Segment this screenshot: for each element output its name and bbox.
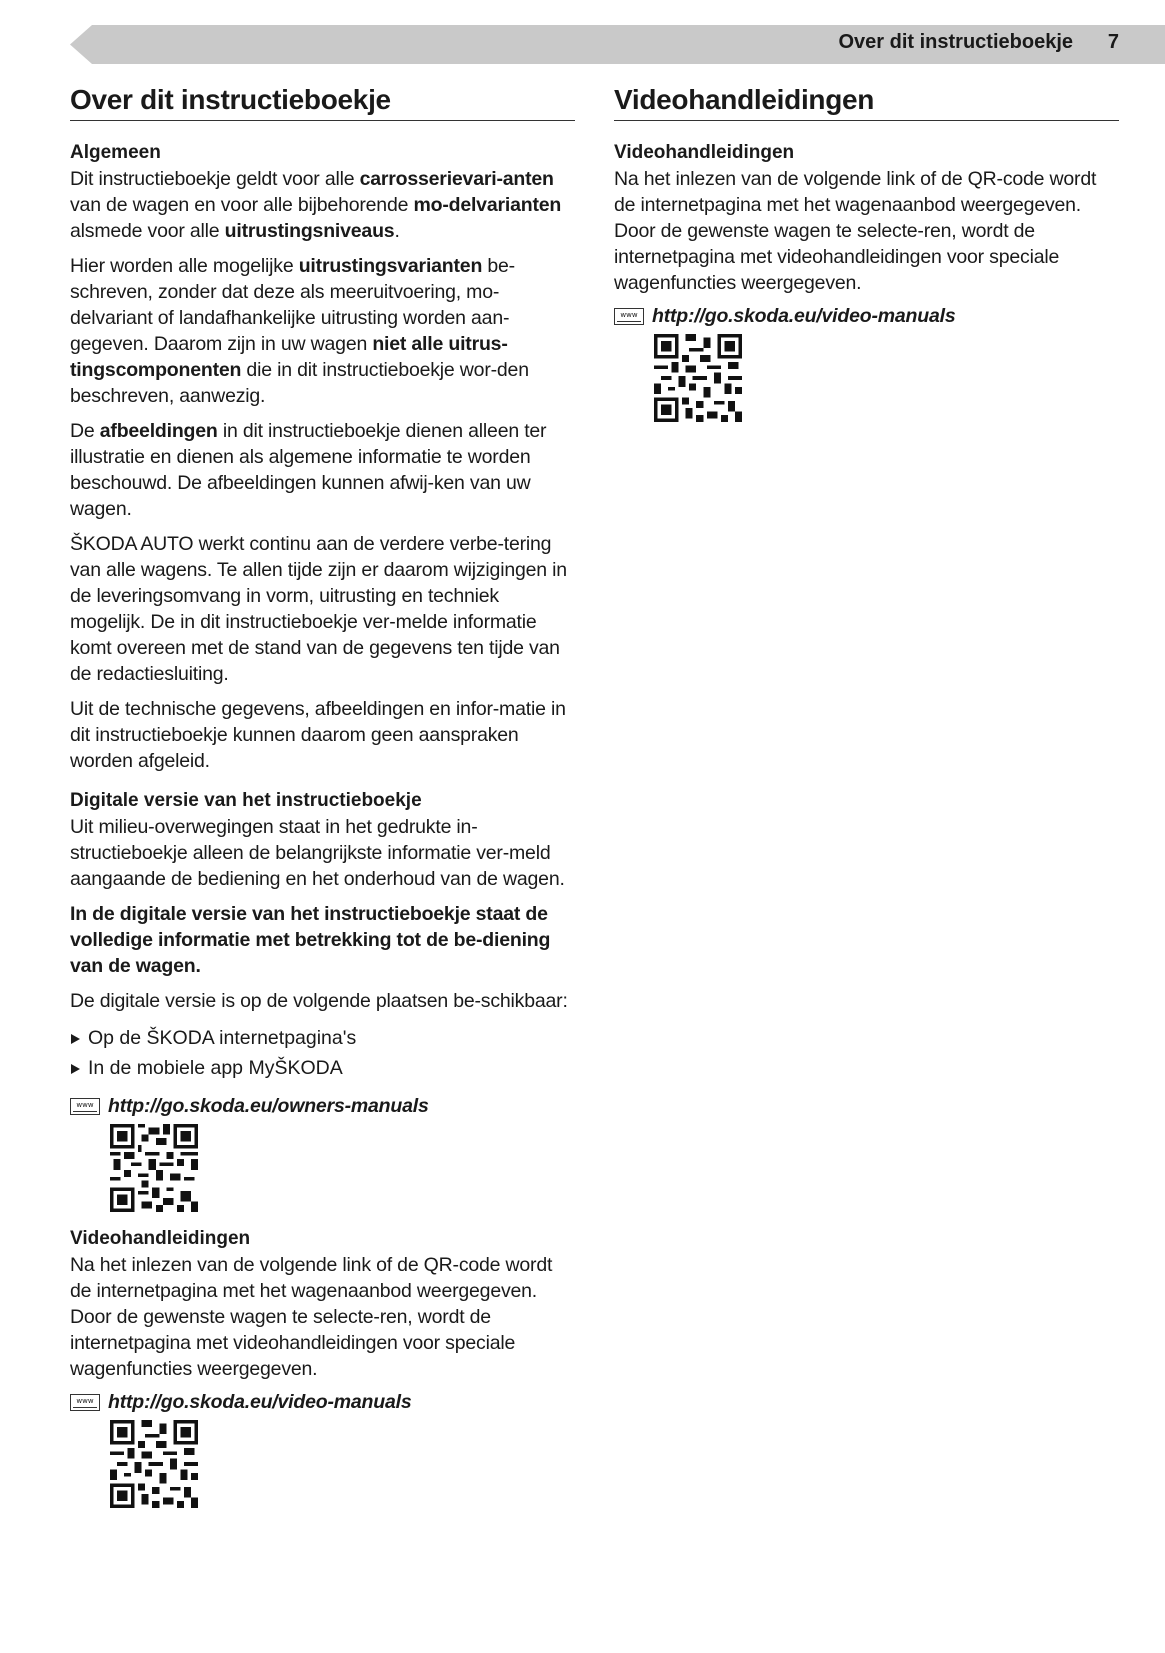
paragraph: Uit de technische gegevens, afbeeldingen en infor-matie in dit instructieboekje kunnen daarom geen aanspraken worden afgeleid. [70, 698, 566, 772]
bullet-triangle-icon [71, 1034, 80, 1044]
paragraph-bold: In de digitale versie van het instructieboekje staat de volledige informatie met betrekking tot de be-diening van de wagen. [70, 903, 551, 977]
qr-code-icon [654, 334, 742, 422]
subheading-digital: Digitale versie van het instructieboekje [70, 790, 422, 811]
section-heading: Over dit instructieboekje [70, 84, 575, 121]
video-manual-link-row[interactable] [614, 305, 1119, 328]
video-manual-link[interactable]: http://go.skoda.eu/video-manuals [652, 305, 956, 327]
page-number: 7 [1107, 31, 1119, 53]
paragraph: Uit milieu-overwegingen staat in het gedrukte in-structieboekje alleen de belangrijkste informatie ver-meld aangaande de bediening en het onderhoud van de wagen. [70, 816, 565, 890]
paragraph: Dit instructieboekje geldt voor alle carrosserievari-anten van de wagen en voor alle bijbehorende mo-delvarianten alsmede voor alle uitrustingsniveaus. [70, 168, 562, 242]
owners-manual-link-row[interactable] [70, 1095, 575, 1118]
paragraph: ŠKODA AUTO werkt continu aan de verdere verbe-tering van alle wagens. Te allen tijde zijn er daarom wijzigingen in de leveringsomvang in vorm, uitrusting en techniek mogelijk. De in dit instructieboekje ver-melde informatie komt overeen met de stand van de gegevens ten tijde van de redactiesluiting. [70, 533, 567, 685]
left-column [70, 84, 575, 1522]
running-header-title: Over dit instructieboekje [838, 31, 1073, 53]
www-icon: www [70, 1098, 100, 1115]
www-icon: www [614, 308, 644, 325]
list-item: Op de ŠKODA internetpagina's [70, 1023, 575, 1053]
www-icon: www [70, 1394, 100, 1411]
video-manual-link-row[interactable] [70, 1391, 575, 1414]
qr-code-icon [110, 1124, 198, 1212]
video-manual-link[interactable]: http://go.skoda.eu/video-manuals [108, 1391, 412, 1413]
paragraph: De afbeeldingen in dit instructieboekje dienen alleen ter illustratie en dienen als algemene informatie te worden beschouwd. De afbeeldingen kunnen afwij-ken van uw wagen. [70, 420, 547, 520]
subheading-algemeen: Algemeen [70, 142, 161, 163]
qr-code-icon [110, 1420, 198, 1508]
subheading-video: Videohandleidingen [614, 142, 795, 163]
paragraph: De digitale versie is op de volgende plaatsen be-schikbaar: [70, 990, 568, 1012]
video-section-left [70, 1226, 575, 1508]
paragraph: Na het inlezen van de volgende link of de QR-code wordt de internetpagina met het wagenaanbod weergegeven. Door de gewenste wagen te selecte-ren, wordt de internetpagina met videohandleidingen voor speciale wagenfuncties weergegeven. [614, 168, 1097, 294]
list-item: In de mobiele app MyŠKODA [70, 1053, 575, 1083]
paragraph: Na het inlezen van de volgende link of de QR-code wordt de internetpagina met het wagenaanbod weergegeven. Door de gewenste wagen te selecte-ren, wordt de internetpagina met videohandleidingen voor speciale wagenfuncties weergegeven. [70, 1254, 553, 1380]
availability-list [70, 1023, 575, 1083]
right-column [614, 84, 1119, 436]
section-heading: Videohandleidingen [614, 84, 1119, 121]
paragraph: Hier worden alle mogelijke uitrustingsvarianten be-schreven, zonder dat deze als meeruitvoering, mo-delvariant of landafhankelijke uitrusting worden aan-gegeven. Daarom zijn in uw wagen niet alle uitrus-tingscomponenten die in dit instructieboekje wor-den beschreven, aanwezig. [70, 255, 529, 407]
bullet-triangle-icon [71, 1064, 80, 1074]
owners-manual-link[interactable]: http://go.skoda.eu/owners-manuals [108, 1095, 429, 1117]
subheading-video: Videohandleidingen [70, 1228, 251, 1249]
